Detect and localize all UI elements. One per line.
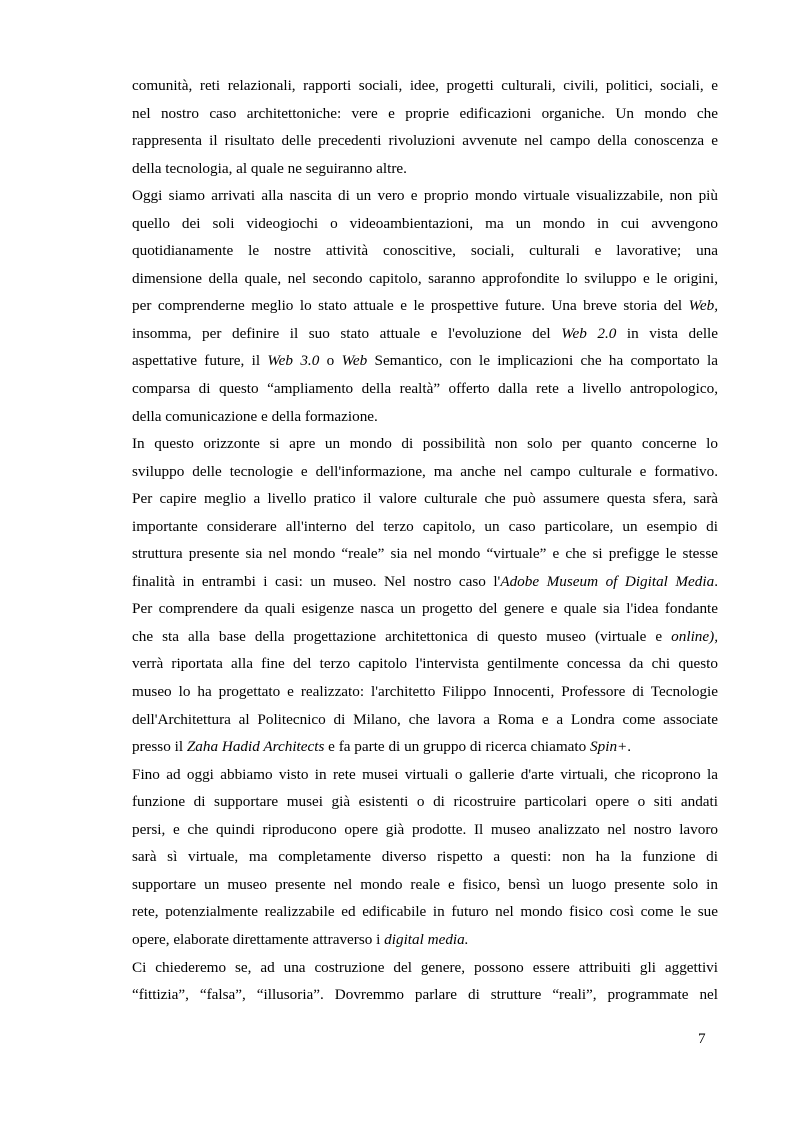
italic-text-run: Web, — [688, 297, 718, 315]
text-line — [132, 155, 718, 183]
text-line — [132, 100, 718, 128]
text-run: rete, potenzialmente realizzabile ed edificabile in futuro nel mondo fisico così come le sue — [132, 903, 718, 921]
text-run: finalità in entrambi i casi: un museo. Nel nostro caso l' — [132, 572, 501, 590]
text-line — [132, 127, 718, 155]
text-run: sviluppo delle tecnologie e dell'informazione, ma anche nel campo culturale e formativo. — [132, 462, 718, 480]
text-run: In questo orizzonte si apre un mondo di possibilità non solo per quanto concerne lo — [132, 435, 718, 453]
text-run: Oggi siamo arrivati alla nascita di un vero e proprio mondo virtuale visualizzabile, non più — [132, 187, 718, 205]
text-line — [132, 210, 718, 238]
text-run: opere, elaborate direttamente attraverso i — [132, 930, 385, 948]
text-run: nel nostro caso architettoniche: vere e proprie edificazioni organiche. Un mondo che — [132, 104, 718, 122]
text-line — [132, 706, 718, 734]
italic-text-run: digital media. — [384, 930, 469, 948]
text-run: insomma, per definire il suo stato attuale e l'evoluzione del — [132, 324, 562, 342]
text-run: importante considerare all'interno del terzo capitolo, un caso particolare, un esempio di — [132, 517, 718, 535]
text-line — [132, 513, 718, 541]
italic-text-run: online), — [671, 627, 718, 645]
italic-text-run: Adobe Museum of Digital Media — [500, 572, 715, 590]
text-line — [132, 788, 718, 816]
text-run: rappresenta il risultato delle precedenti rivoluzioni avvenute nel campo della conoscenza e — [132, 132, 718, 150]
text-run: Fino ad oggi abbiamo visto in rete musei virtuali o gallerie d'arte virtuali, che ricoprono la — [132, 765, 718, 783]
text-run: Semantico, con le implicazioni che ha comportato la — [367, 352, 719, 370]
text-run: funzione di supportare musei già esistenti o di ricostruire particolari opere o siti andati — [132, 793, 718, 811]
text-line — [132, 678, 718, 706]
text-line — [132, 347, 718, 375]
text-line — [132, 871, 718, 899]
text-run: dell'Architettura al Politecnico di Milano, che lavora a Roma e a Londra come associate — [132, 710, 718, 728]
text-line — [132, 265, 718, 293]
italic-text-run: Spin+ — [590, 738, 628, 756]
text-run: comunità, reti relazionali, rapporti sociali, idee, progetti culturali, civili, politici, sociali, e — [132, 77, 718, 94]
italic-text-run: Web 2.0 — [561, 324, 617, 342]
text-run: Per comprendere da quali esigenze nasca un progetto del genere e quale sia l'idea fondante — [132, 600, 718, 618]
text-run: “fittizia”, “falsa”, “illusoria”. Dovremmo parlare di strutture “reali”, programmate nel — [132, 986, 718, 1004]
text-run: verrà riportata alla fine del terzo capitolo l'intervista gentilmente concessa da chi questo — [132, 655, 718, 673]
italic-text-run: Web — [341, 352, 368, 370]
text-run: Per capire meglio a livello pratico il valore culturale che può assumere questa sfera, sarà — [132, 490, 718, 508]
text-line — [132, 182, 718, 210]
body-text — [132, 72, 718, 1009]
text-run: struttura presente sia nel mondo “reale” sia nel mondo “virtuale” e che si prefigge le stesse — [132, 545, 718, 563]
text-run: presso il — [132, 738, 187, 756]
text-line — [132, 926, 718, 954]
text-run: aspettative future, il — [132, 352, 268, 370]
text-line — [132, 292, 718, 320]
text-run: Ci chiederemo se, ad una costruzione del genere, possono essere attribuiti gli aggettivi — [132, 958, 718, 976]
text-run: dimensione della quale, nel secondo capitolo, saranno approfondite lo sviluppo e le origini, — [132, 269, 718, 287]
text-run: . — [714, 572, 718, 590]
text-line — [132, 898, 718, 926]
text-line — [132, 375, 718, 403]
text-line — [132, 623, 718, 651]
text-line — [132, 458, 718, 486]
text-run: sarà sì virtuale, ma completamente diverso rispetto a questi: non ha la funzione di — [132, 848, 718, 866]
text-line — [132, 430, 718, 458]
text-line — [132, 72, 718, 100]
text-line — [132, 595, 718, 623]
text-run: che sta alla base della progettazione architettonica di questo museo (virtuale e — [132, 627, 672, 645]
text-run: quotidianamente le nostre attività conoscitive, sociali, culturali e lavorative; una — [132, 242, 718, 260]
text-run: o — [319, 352, 342, 370]
text-run: persi, e che quindi riproducono opere già prodotte. Il museo analizzato nel nostro lavoro — [132, 820, 718, 838]
text-line — [132, 761, 718, 789]
text-run: per comprenderne meglio lo stato attuale e le prospettive future. Una breve storia del — [132, 297, 689, 315]
text-line — [132, 568, 718, 596]
text-run: supportare un museo presente nel mondo reale e fisico, bensì un luogo presente solo in — [132, 875, 718, 893]
italic-text-run: Zaha Hadid Architects — [186, 738, 325, 756]
page-number: 7 — [698, 1030, 706, 1047]
text-line — [132, 733, 718, 761]
text-line — [132, 540, 718, 568]
text-run: della comunicazione e della formazione. — [132, 407, 378, 425]
text-line — [132, 981, 718, 1009]
italic-text-run: Web 3.0 — [267, 352, 320, 370]
text-line — [132, 403, 718, 431]
text-line — [132, 843, 718, 871]
text-run: e fa parte di un gruppo di ricerca chiamato — [324, 738, 591, 756]
text-line — [132, 237, 718, 265]
text-line — [132, 816, 718, 844]
text-line — [132, 650, 718, 678]
text-run: museo lo ha progettato e realizzato: l'architetto Filippo Innocenti, Professore di Tecnologie — [132, 683, 718, 701]
text-run: . — [627, 738, 632, 756]
text-run: quello dei soli videogiochi o videoambientazioni, ma un mondo in cui avvengono — [132, 214, 718, 232]
text-run: in vista delle — [616, 324, 719, 342]
text-line — [132, 320, 718, 348]
text-line — [132, 954, 718, 982]
text-line — [132, 485, 718, 513]
text-run: comparsa di questo “ampliamento della realtà” offerto dalla rete a livello antropologico, — [132, 380, 718, 398]
text-run: della tecnologia, al quale ne seguiranno altre. — [132, 159, 407, 177]
